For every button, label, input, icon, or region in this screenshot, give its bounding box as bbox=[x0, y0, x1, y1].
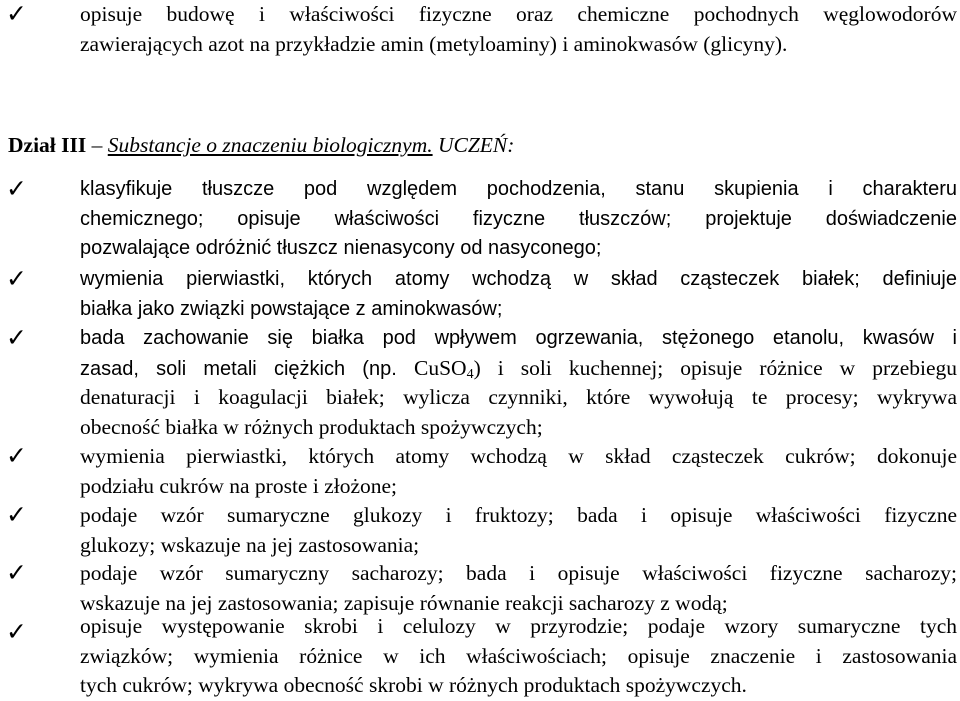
text-line: wymienia pierwiastki, których atomy wchodzą w skład cząsteczek cukrów; dokonuje bbox=[80, 444, 957, 468]
text-line: opisuje występowanie skrobi i celulozy w przyrodzie; podaje wzory sumaryczne tych bbox=[80, 614, 957, 638]
list-item-text bbox=[80, 612, 957, 701]
text-line: opisuje budowę i właściwości fizyczne oraz chemiczne pochodnych węglowodorów bbox=[80, 2, 957, 26]
checkmark-icon: ✓ bbox=[6, 174, 27, 203]
text-line: zawierających azot na przykładzie amin (metyloaminy) i aminokwasów (glicyny). bbox=[80, 31, 788, 56]
text-line: podaje wzór sumaryczny sacharozy; bada i opisuje właściwości fizyczne sacharozy; bbox=[80, 561, 957, 585]
checkmark-icon: ✓ bbox=[6, 323, 27, 352]
text-line: podziału cukrów na proste i złożone; bbox=[80, 473, 398, 498]
checkmark-icon: ✓ bbox=[6, 441, 27, 470]
section-dash: – bbox=[86, 133, 108, 157]
list-item-text bbox=[80, 442, 957, 501]
checkmark-icon: ✓ bbox=[6, 617, 27, 646]
checkmark-icon: ✓ bbox=[6, 264, 27, 293]
section-title: Substancje o znaczeniu biologicznym. bbox=[107, 133, 433, 157]
text-line: białka jako związki powstające z aminokwasów; bbox=[80, 297, 503, 320]
formula-main: CuSO bbox=[414, 355, 467, 380]
chemical-formula bbox=[414, 356, 474, 380]
text-line: związków; wymienia różnice w ich właściwościach; opisuje znaczenie i zastosowania bbox=[80, 643, 957, 668]
list-item-text bbox=[80, 501, 957, 560]
list-item-text bbox=[80, 559, 957, 618]
text-line: obecność białka w różnych produktach spożywczych; bbox=[80, 414, 543, 439]
formula-subscript: 4 bbox=[466, 366, 474, 382]
section-heading bbox=[8, 131, 514, 160]
list-item-text bbox=[80, 265, 957, 324]
text-line: wymienia pierwiastki, których atomy wchodzą w skład cząsteczek białek; definiuje bbox=[80, 268, 957, 290]
text-line: denaturacji i koagulacji białek; wylicza czynniki, które wywołują te procesy; wykrywa bbox=[80, 385, 957, 409]
text-line: pozwalające odróżnić tłuszcz nienasycony od nasyconego; bbox=[80, 237, 602, 259]
section-suffix: UCZEŃ: bbox=[432, 133, 515, 157]
list-item-text bbox=[80, 0, 957, 59]
text-line: wskazuje na jej zastosowania; zapisuje równanie reakcji sacharozy z wodą; bbox=[80, 590, 728, 615]
text-line: chemicznego; opisuje właściwości fizyczne tłuszczów; projektuje doświadczenie bbox=[80, 207, 957, 230]
text-line: bada zachowanie się białka pod wpływem ogrzewania, stężonego etanolu, kwasów i bbox=[80, 327, 957, 349]
text-line: glukozy; wskazuje na jej zastosowania; bbox=[80, 532, 420, 557]
checkmark-icon: ✓ bbox=[6, 558, 27, 587]
text-line: tych cukrów; wykrywa obecność skrobi w różnych produktach spożywczych. bbox=[80, 673, 747, 697]
checkmark-icon: ✓ bbox=[6, 500, 27, 529]
list-item-text bbox=[80, 324, 957, 442]
list-item-text bbox=[80, 175, 957, 264]
text-line: klasyfikuje tłuszcze pod względem pochodzenia, stanu skupienia i charakteru bbox=[80, 178, 957, 200]
text-line bbox=[80, 354, 957, 384]
text-segment: zasad, soli metali ciężkich (np. bbox=[80, 357, 397, 380]
section-label: Dział III bbox=[8, 133, 87, 157]
text-line: podaje wzór sumaryczne glukozy i fruktozy; bada i opisuje właściwości fizyczne bbox=[80, 503, 957, 527]
text-segment: ) i soli kuchennej; opisuje różnice w przebiegu bbox=[473, 355, 957, 380]
checkmark-icon: ✓ bbox=[6, 0, 27, 28]
